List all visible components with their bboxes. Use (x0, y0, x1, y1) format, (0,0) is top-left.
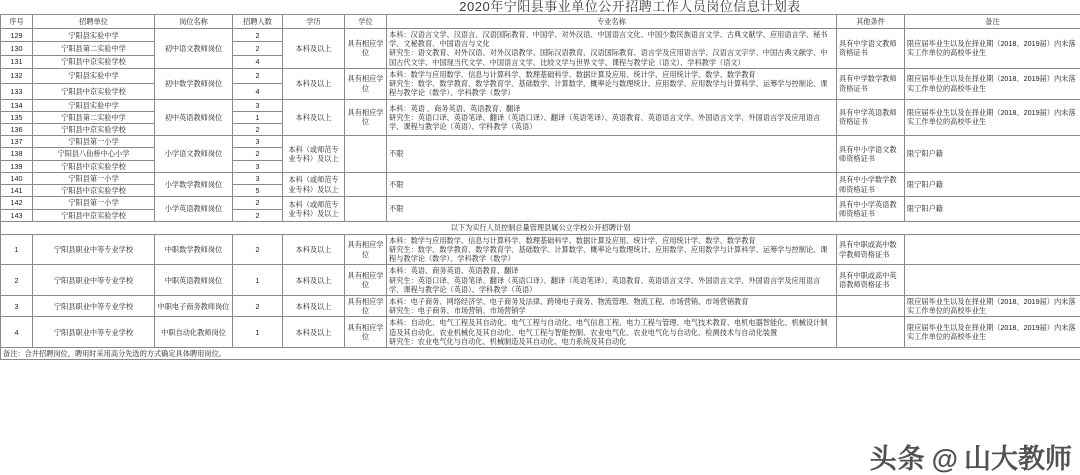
cell-unit: 宁阳县职业中等专业学校 (33, 296, 155, 317)
cell-count: 3 (233, 99, 283, 111)
cell-major: 不限 (387, 197, 837, 221)
cell-count: 2 (233, 68, 283, 83)
cell-major: 本科：英语 、商务英语、英语教育、翻译 研究生：英语口译、英语笔译、翻译（英语口译）、翻译（英语笔译）、英语教育、英语语言文学、外国语言文学、外国语言学及应用语言学、课程与教学论（英语）、学科教学（英语） (387, 99, 837, 136)
cell-degree: 具有相应学位 (345, 29, 387, 69)
table-row (1, 317, 1080, 348)
cell-remark: 限应届毕业生以及在择业期（2018、2019届）内未落实工作单位的高校毕业生 (905, 68, 1080, 99)
recruitment-table (0, 14, 1080, 360)
cell-remark (905, 234, 1080, 265)
cell-education: 本科（或师范专业专科）及以上 (283, 172, 345, 196)
header-row (1, 15, 1080, 29)
cell-count: 3 (233, 160, 283, 172)
cell-index: 129 (1, 29, 33, 42)
cell-remark: 限宁阳户籍 (905, 136, 1080, 173)
cell-other: 具有中学语文教师资格证书 (837, 29, 905, 69)
cell-count: 2 (233, 123, 283, 135)
cell-degree: 具有相应学位 (345, 296, 387, 317)
table-body (1, 29, 1080, 360)
cell-unit: 宁阳县中京实验学校 (33, 185, 155, 197)
col-other: 其他条件 (837, 15, 905, 29)
cell-education: 本科（或师范专业专科）及以上 (283, 136, 345, 173)
cell-other: 具有中小学语文教师资格证书 (837, 136, 905, 173)
watermark-at-symbol: @ (931, 444, 958, 474)
cell-index: 141 (1, 185, 33, 197)
cell-post: 初中语文教师岗位 (155, 29, 233, 69)
cell-count: 2 (233, 29, 283, 42)
cell-count: 3 (233, 172, 283, 184)
cell-count: 2 (233, 296, 283, 317)
cell-degree (345, 172, 387, 196)
cell-count: 2 (233, 148, 283, 160)
cell-unit: 宁阳县第二实验中学 (33, 111, 155, 123)
cell-unit: 宁阳县中京实验学校 (33, 55, 155, 68)
cell-count: 3 (233, 136, 283, 148)
cell-other: 具有中学英语教师资格证书 (837, 99, 905, 136)
cell-post: 中职数学教师岗位 (155, 234, 233, 265)
cell-count: 5 (233, 185, 283, 197)
cell-other: 具有中学数学教师资格证书 (837, 68, 905, 99)
watermark-account: 山大教师 (964, 444, 1072, 474)
cell-education: 本科及以上 (283, 265, 345, 296)
cell-unit: 宁阳县职业中等专业学校 (33, 234, 155, 265)
cell-other (837, 317, 905, 348)
cell-education: 本科及以上 (283, 317, 345, 348)
table-row (1, 172, 1080, 184)
cell-education: 本科（或师范专业专科）及以上 (283, 197, 345, 221)
cell-post: 中职自动化教师岗位 (155, 317, 233, 348)
cell-remark (905, 265, 1080, 296)
cell-post: 小学英语教师岗位 (155, 197, 233, 221)
cell-unit: 宁阳县中京实验学校 (33, 84, 155, 99)
cell-post: 初中数学教师岗位 (155, 68, 233, 99)
col-education: 学历 (283, 15, 345, 29)
cell-degree: 具有相应学位 (345, 68, 387, 99)
cell-major: 本科：电子商务、网络经济学、电子商务及法律、跨境电子商务、物流管理、物流工程、市场营销、市场营销教育 研究生：电子商务、市场营销、市场营销学 (387, 296, 837, 317)
footer-note: 备注：合并招聘岗位，聘用时采用高分先选的方式确定具体聘用岗位。 (1, 348, 1080, 360)
cell-index: 132 (1, 68, 33, 83)
cell-unit: 宁阳县中京实验学校 (33, 160, 155, 172)
cell-count: 1 (233, 265, 283, 296)
cell-count: 2 (233, 42, 283, 55)
cell-degree: 具有相应学位 (345, 99, 387, 136)
cell-degree: 具有相应学位 (345, 234, 387, 265)
cell-other: 具有中职或高中英语教师资格证书 (837, 265, 905, 296)
cell-unit: 宁阳县中京实验学校 (33, 209, 155, 221)
cell-remark: 限宁阳户籍 (905, 172, 1080, 196)
section-divider-row (1, 221, 1080, 234)
cell-education: 本科及以上 (283, 296, 345, 317)
cell-index: 142 (1, 197, 33, 209)
footer-note-row (1, 348, 1080, 360)
cell-remark: 限应届毕业生以及在择业期（2018、2019届）内未落实工作单位的高校毕业生 (905, 296, 1080, 317)
cell-index: 3 (1, 296, 33, 317)
cell-unit: 宁阳县第一小学 (33, 136, 155, 148)
col-remark: 备注 (905, 15, 1080, 29)
page-title: 2020年宁阳县事业单位公开招聘工作人员岗位信息计划表 (459, 0, 801, 14)
cell-unit: 宁阳县第一小学 (33, 172, 155, 184)
cell-remark: 限应届毕业生以及在择业期（2018、2019届）内未落实工作单位的高校毕业生 (905, 99, 1080, 136)
cell-major: 不限 (387, 172, 837, 196)
cell-major: 本科：英语、商务英语、英语教育、翻译 研究生：英语口译、英语笔译、翻译（英语口译）、翻译（英语笔译）、英语教育、英语语言文学、外国语言文学、外国语言学及应用语言学、课程与教学论（英语）、学科教学（英语） (387, 265, 837, 296)
cell-index: 4 (1, 317, 33, 348)
cell-major: 本科：数学与应用数学、信息与计算科学、数理基础科学、数据计算及应用、统计学、应用统计学、数学、数学教育 研究生：数学、数学教育、数学教育学、基础数学、计算数学、概率论与数理统计、应用数学、应用数学与计算科学、运筹学与控制论、课程与教学论（数学）、学科教学（数学） (387, 68, 837, 99)
cell-post: 小学数学教师岗位 (155, 172, 233, 196)
table-row (1, 234, 1080, 265)
col-major: 专业名称 (387, 15, 837, 29)
cell-unit: 宁阳县八仙桥中心小学 (33, 148, 155, 160)
cell-index: 139 (1, 160, 33, 172)
table-row (1, 99, 1080, 111)
cell-index: 143 (1, 209, 33, 221)
cell-degree: 具有相应学位 (345, 265, 387, 296)
cell-unit: 宁阳县中京实验学校 (33, 123, 155, 135)
cell-index: 2 (1, 265, 33, 296)
cell-unit: 宁阳县第二实验中学 (33, 42, 155, 55)
cell-index: 138 (1, 148, 33, 160)
cell-index: 136 (1, 123, 33, 135)
cell-index: 130 (1, 42, 33, 55)
cell-index: 137 (1, 136, 33, 148)
cell-post: 中职电子商务教师岗位 (155, 296, 233, 317)
cell-unit: 宁阳县实验中学 (33, 68, 155, 83)
col-unit: 招聘单位 (33, 15, 155, 29)
cell-remark: 限宁阳户籍 (905, 197, 1080, 221)
cell-other: 具有中小学英语教师资格证书 (837, 197, 905, 221)
cell-index: 135 (1, 111, 33, 123)
cell-education: 本科及以上 (283, 68, 345, 99)
cell-other: 具有中小学数学教师资格证书 (837, 172, 905, 196)
watermark (870, 446, 1072, 473)
table-row (1, 296, 1080, 317)
cell-index: 133 (1, 84, 33, 99)
table-row (1, 136, 1080, 148)
cell-major: 本科：数学与应用数学、信息与计算科学、数理基础科学、数据计算及应用、统计学、应用统计学、数学、数学教育 研究生：数学、数学教育、数学教育学、基础数学、计算数学、概率论与数理统计、应用数学、应用数学与计算科学、运筹学与控制论、课程与教学论（数学）、学科教学（数学） (387, 234, 837, 265)
cell-post: 小学语文教师岗位 (155, 136, 233, 173)
section-divider-label: 以下为实行人员控制总量管理县属公立学校公开招聘计划 (1, 221, 1080, 234)
cell-education: 本科及以上 (283, 29, 345, 69)
cell-degree (345, 136, 387, 173)
cell-unit: 宁阳县职业中等专业学校 (33, 265, 155, 296)
cell-index: 131 (1, 55, 33, 68)
cell-unit: 宁阳县职业中等专业学校 (33, 317, 155, 348)
cell-remark: 限应届毕业生以及在择业期（2018、2019届）内未落实工作单位的高校毕业生 (905, 29, 1080, 69)
cell-unit: 宁阳县实验中学 (33, 99, 155, 111)
cell-other (837, 296, 905, 317)
watermark-platform: 头条 (869, 444, 926, 474)
cell-count: 1 (233, 317, 283, 348)
cell-major: 不限 (387, 136, 837, 173)
cell-remark: 限应届毕业生以及在择业期（2018、2019届）内未落实工作单位的高校毕业生 (905, 317, 1080, 348)
table-row (1, 265, 1080, 296)
cell-count: 4 (233, 55, 283, 68)
table-header (1, 15, 1080, 29)
cell-education: 本科及以上 (283, 99, 345, 136)
table-row (1, 197, 1080, 209)
cell-education: 本科及以上 (283, 234, 345, 265)
cell-index: 1 (1, 234, 33, 265)
cell-major: 本科：自动化、电气工程及其自动化、电气工程与自动化、电气信息工程、电力工程与管理、电气技术教育、电机电器智能化、机械设计制造及其自动化、农业机械化及其自动化、电气工程与智能控制、农业电气化、农业电气化与自动化、检测技术与自动化装置 研究生：农业电气化与自动化、机械制造及其自动化、电力系统及其自动化 (387, 317, 837, 348)
cell-count: 2 (233, 234, 283, 265)
cell-major: 本科：汉语言文学、汉语言、汉语国际教育、中国学、对外汉语、中国语言文化、中国少数民族语言文学、古典文献学、应用语言学、秘书学、文秘教育、中国语言与文化 研究生：语文教育、对外汉语、对外汉语教学、国际汉语教育、汉语国际教育、语言学及应用语言学、汉语言文字学、中国古典文献学、中国古代文学、中国现当代文学、中国语言文学、比较文学与世界文学、课程与教学论（语文）、学科教学（语文） (387, 29, 837, 69)
cell-count: 2 (233, 209, 283, 221)
cell-count: 1 (233, 111, 283, 123)
cell-count: 2 (233, 197, 283, 209)
cell-degree (345, 197, 387, 221)
cell-index: 134 (1, 99, 33, 111)
col-post: 岗位名称 (155, 15, 233, 29)
cell-other: 具有中职或高中数学教师资格证书 (837, 234, 905, 265)
cell-index: 140 (1, 172, 33, 184)
cell-count: 4 (233, 84, 283, 99)
cell-degree: 具有相应学位 (345, 317, 387, 348)
table-row (1, 68, 1080, 83)
cell-unit: 宁阳县第一小学 (33, 197, 155, 209)
cell-post: 初中英语教师岗位 (155, 99, 233, 136)
table-row (1, 29, 1080, 42)
cell-post: 中职英语教师岗位 (155, 265, 233, 296)
title-bar (0, 0, 1080, 14)
cell-unit: 宁阳县实验中学 (33, 29, 155, 42)
col-index: 序号 (1, 15, 33, 29)
col-degree: 学位 (345, 15, 387, 29)
col-count: 招聘人数 (233, 15, 283, 29)
